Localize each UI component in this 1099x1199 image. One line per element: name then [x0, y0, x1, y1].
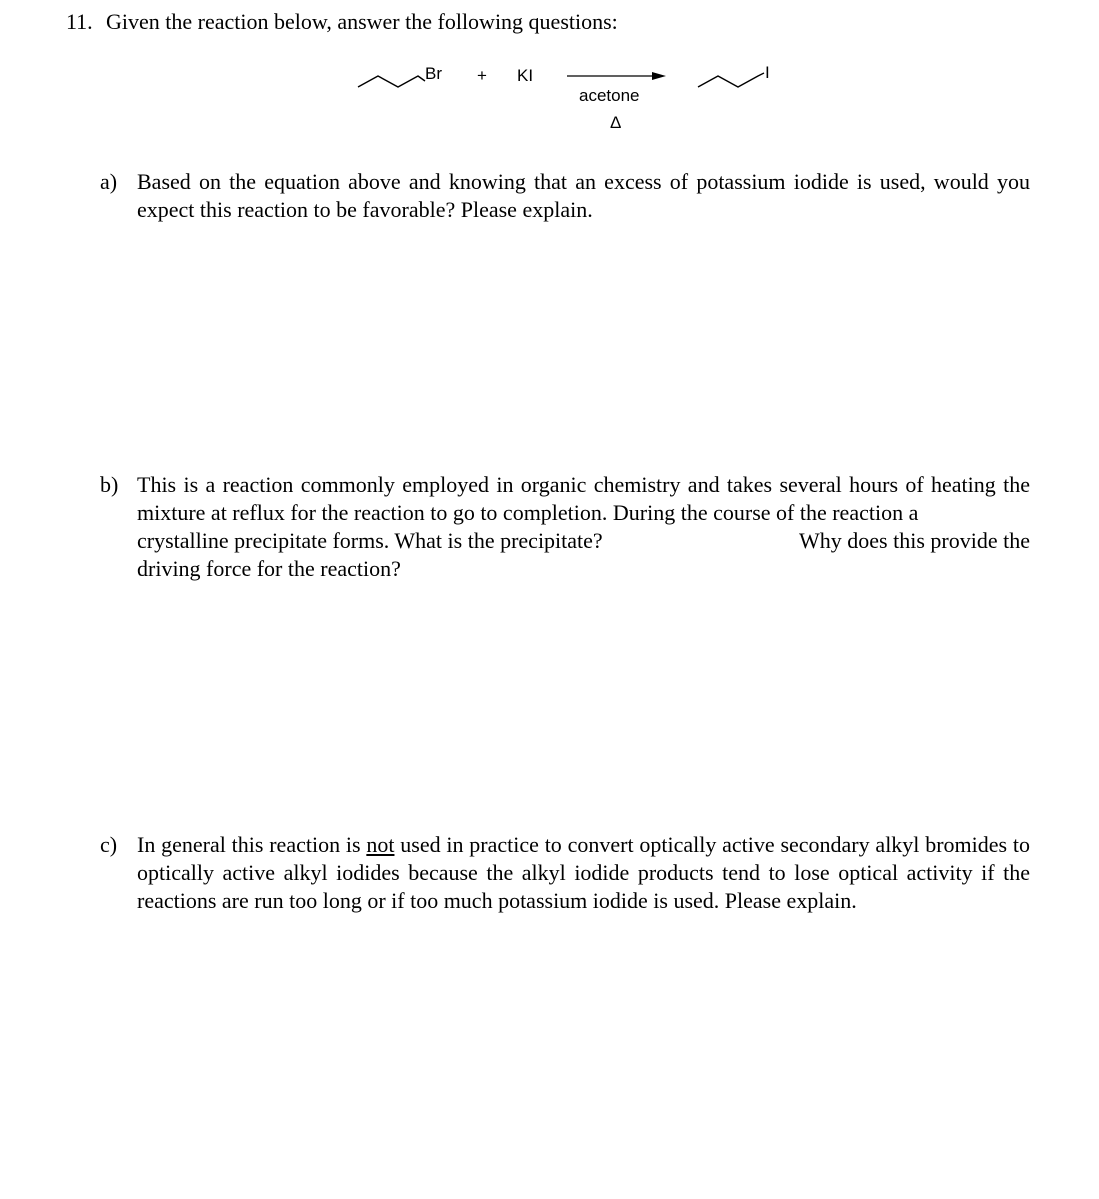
reaction-structures	[0, 55, 1099, 145]
part-c-text-start: In general this reaction is	[137, 832, 361, 857]
part-a-text: Based on the equation above and knowing that an excess of potassium iodide is used, would you expect this reaction to be favorable? Please explain.	[137, 169, 1030, 222]
heat-symbol: Δ	[610, 113, 622, 132]
part-c-text	[137, 831, 1030, 915]
part-a	[100, 168, 1030, 224]
part-c-text-rest: used in practice to convert optically active secondary alkyl bromides to optically active alkyl iodides because the alkyl iodide products tend to lose optical activity if the reactions are run too long or if too much potassium iodide is used. Please explain.	[137, 832, 1030, 913]
part-a-letter: a)	[100, 169, 118, 194]
part-b-last-line: driving force for the reaction?	[137, 556, 401, 581]
part-b-precipitate-question: crystalline precipitate forms. What is the precipitate?	[137, 528, 603, 553]
reaction-scheme	[0, 55, 1099, 145]
part-b-question-line	[137, 527, 1030, 555]
reaction-arrowhead	[652, 72, 666, 80]
plus-sign: +	[477, 66, 487, 85]
part-b-body	[137, 471, 1030, 583]
solvent-label: acetone	[579, 86, 640, 105]
question-number: 11.	[66, 9, 93, 34]
product-skeleton	[698, 73, 764, 87]
part-c	[100, 831, 1030, 915]
part-b-text: This is a reaction commonly employed in organic chemistry and takes several hours of heating the mixture at reflux for the reaction to go to completion. During the course of the reaction a	[137, 472, 1030, 525]
reactant-bromine-label: Br	[425, 64, 442, 83]
reactant-skeleton	[358, 76, 425, 87]
part-b	[100, 471, 1030, 583]
reagent-label: KI	[517, 66, 534, 85]
part-b-letter: b)	[100, 472, 119, 497]
part-b-driving-force-question: Why does this provide the	[799, 528, 1030, 553]
part-c-underlined-word: not	[366, 832, 395, 857]
part-c-letter: c)	[100, 832, 118, 857]
question-prompt: Given the reaction below, answer the following questions:	[106, 9, 618, 34]
product-iodine-label: I	[765, 63, 770, 82]
question-header	[66, 8, 618, 36]
